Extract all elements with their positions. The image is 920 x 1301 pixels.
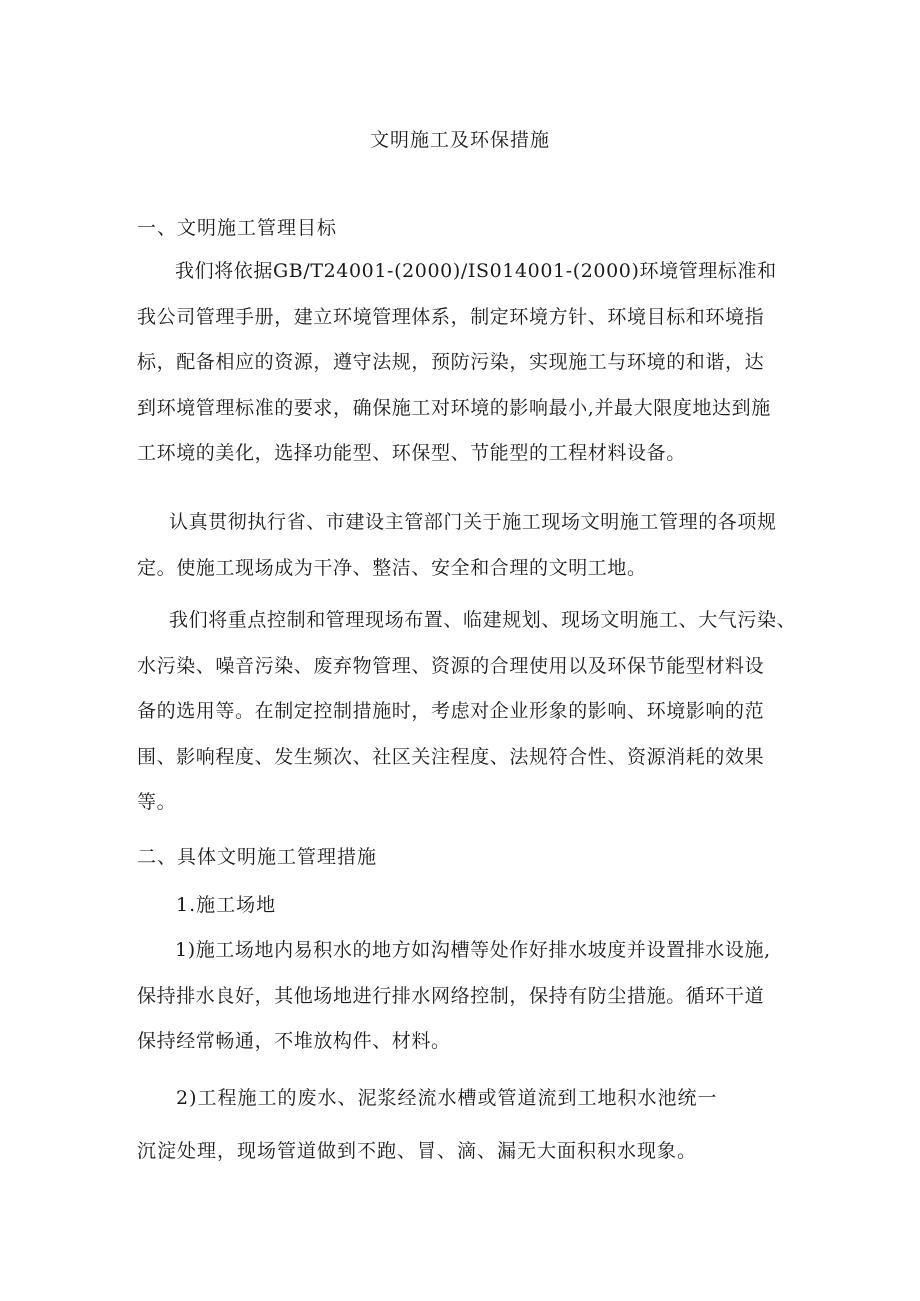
paragraph-line: 围、影响程度、发生频次、社区关注程度、法规符合性、资源消耗的效果 [137, 745, 765, 768]
paragraph-line: 定。使施工现场成为干净、整洁、安全和合理的文明工地。 [137, 556, 647, 579]
paragraph-line: 保持排水良好，其他场地进行排水网络控制，保持有防尘措施。循环干道 [137, 984, 765, 1007]
paragraph-management-goal [137, 249, 797, 477]
paragraph-line: 工环境的美化，选择功能型、环保型、节能型的工程材料设备。 [137, 442, 686, 464]
subsection-heading-site: 1.施工场地 [176, 894, 277, 916]
paragraph-line: 备的选用等。在制定控制措施时，考虑对企业形象的影响、环境影响的范 [137, 700, 765, 722]
paragraph-control-points [137, 598, 797, 826]
paragraph-item-1 [137, 928, 797, 1065]
page-title: 文明施工及环保措施 [369, 129, 550, 151]
paragraph-line: 我们将重点控制和管理现场布置、临建规划、现场文明施工、大气污染、 [169, 609, 797, 631]
section-heading-1: 一、文明施工管理目标 [137, 217, 338, 239]
paragraph-item-2-line-1: 2)工程施工的废水、泥浆经流水槽或管道流到工地积水池统一 [176, 1087, 718, 1109]
paragraph-line: 我们将依据GB/T24001-(2000)/IS014001-(2000)环境管理标准和 [175, 260, 777, 282]
paragraph-line: 等。 [137, 791, 177, 813]
paragraph-line: 保持经常畅通，不堆放构件、材料。 [137, 1030, 451, 1052]
paragraph-line: 水污染、噪音污染、废弃物管理、资源的合理使用以及环保节能型材料设 [137, 654, 765, 677]
section-heading-2: 二、具体文明施工管理措施 [137, 846, 378, 868]
paragraph-regulations [137, 500, 797, 591]
paragraph-item-2-line-2: 沉淀处理，现场管道做到不跑、冒、滴、漏无大面积积水现象。 [137, 1140, 698, 1162]
paragraph-line: 我公司管理手册，建立环境管理体系，制定环境方针、环境目标和环境指 [137, 305, 765, 328]
paragraph-line: 到环境管理标准的要求，确保施工对环境的影响最小,并最大限度地达到施 [137, 396, 771, 419]
paragraph-line: 标，配备相应的资源，遵守法规，预防污染，实现施工与环境的和谐，达 [137, 351, 765, 373]
paragraph-line: 1)施工场地内易积水的地方如沟槽等处作好排水坡度并设置排水设施, [175, 939, 771, 961]
paragraph-line: 认真贯彻执行省、市建设主管部门关于施工现场文明施工管理的各项规 [169, 511, 777, 533]
